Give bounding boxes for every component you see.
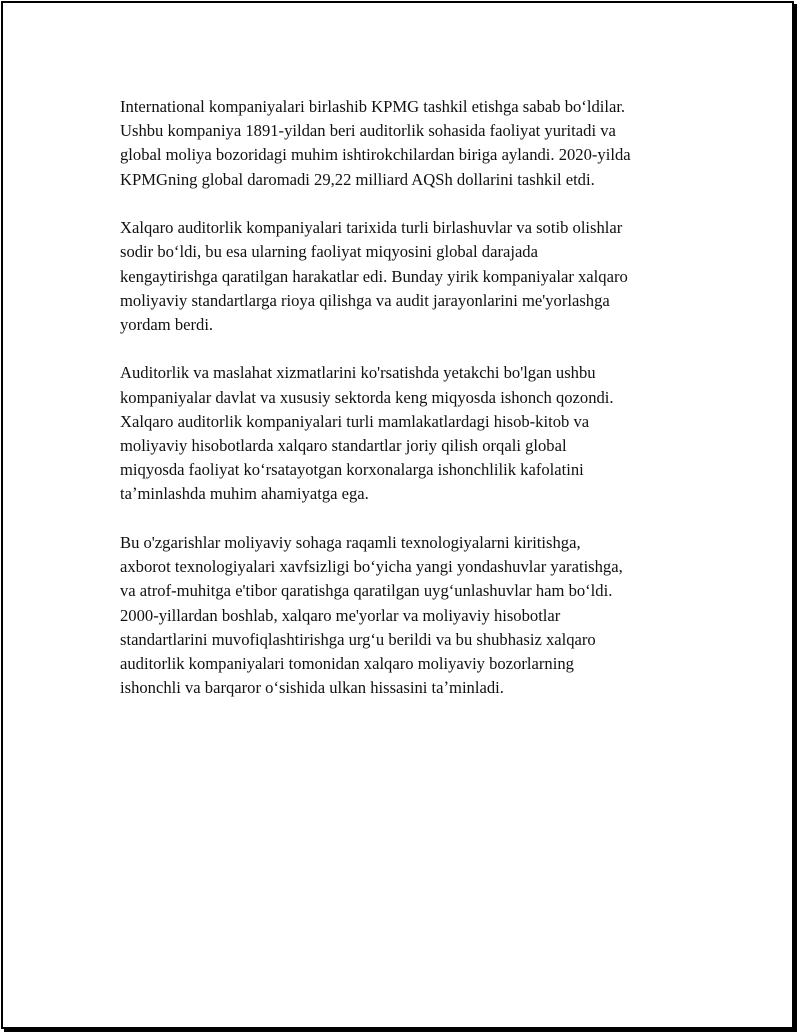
text-line: Ushbu kompaniya 1891-yildan beri auditorlik sohasida faoliyat yuritadi va [120, 121, 616, 141]
text-line: auditorlik kompaniyalari tomonidan xalqaro moliyaviy bozorlarning [120, 653, 574, 673]
text-line: Xalqaro auditorlik kompaniyalari tarixida turli birlashuvlar va sotib olishlar [120, 218, 623, 238]
text-line: ishonchli va barqaror oʻsishida ulkan hissasini taʼminladi. [120, 678, 504, 698]
text-line: 2000-yillardan boshlab, xalqaro me'yorlar va moliyaviy hisobotlar [120, 605, 561, 625]
text-line: kengaytirishga qaratilgan harakatlar edi. Bunday yirik kompaniyalar xalqaro [120, 266, 628, 286]
text-line: moliyaviy hisobotlarda xalqaro standartlar joriy qilish orqali global [120, 436, 567, 456]
paragraph-1 [120, 95, 700, 192]
text-line: va atrof-muhitga e'tibor qaratishga qaratilgan uygʻunlashuvlar ham boʻldi. [120, 581, 613, 601]
text-line: taʼminlashda muhim ahamiyatga ega. [120, 484, 369, 504]
text-line: International kompaniyalari birlashib KPMG tashkil etishga sabab boʻldilar. [120, 97, 626, 116]
document-body [120, 95, 700, 725]
paragraph-3 [120, 361, 700, 506]
text-line: KPMGning global daromadi 29,22 milliard AQSh dollarini tashkil etdi. [120, 169, 595, 189]
page [1, 1, 794, 1029]
text-line: Xalqaro auditorlik kompaniyalari turli mamlakatlardagi hisob-kitob va [120, 411, 590, 431]
text-line: Auditorlik va maslahat xizmatlarini ko'rsatishda yetakchi bo'lgan ushbu [120, 363, 596, 383]
text-line: standartlarini muvofiqlashtirishga urgʻu berildi va bu shubhasiz xalqaro [120, 629, 596, 649]
paragraph-2 [120, 216, 700, 337]
text-line: yordam berdi. [120, 314, 214, 334]
text-line: kompaniyalar davlat va xususiy sektorda keng miqyosda ishonch qozondi. [120, 387, 614, 407]
text-line: sodir boʻldi, bu esa ularning faoliyat miqyosini global darajada [120, 242, 538, 262]
text-line: Bu o'zgarishlar moliyaviy sohaga raqamli texnologiyalarni kiritishga, [120, 532, 581, 552]
text-line: axborot texnologiyalari xavfsizligi boʻyicha yangi yondashuvlar yaratishga, [120, 557, 623, 577]
text-line: moliyaviy standartlarga rioya qilishga va audit jarayonlarini me'yorlashga [120, 290, 610, 310]
text-line: global moliya bozoridagi muhim ishtirokchilardan biriga aylandi. 2020-yilda [120, 145, 631, 165]
text-line: miqyosda faoliyat koʻrsatayotgan korxonalarga ishonchlilik kafolatini [120, 460, 584, 480]
paragraph-4 [120, 531, 700, 700]
